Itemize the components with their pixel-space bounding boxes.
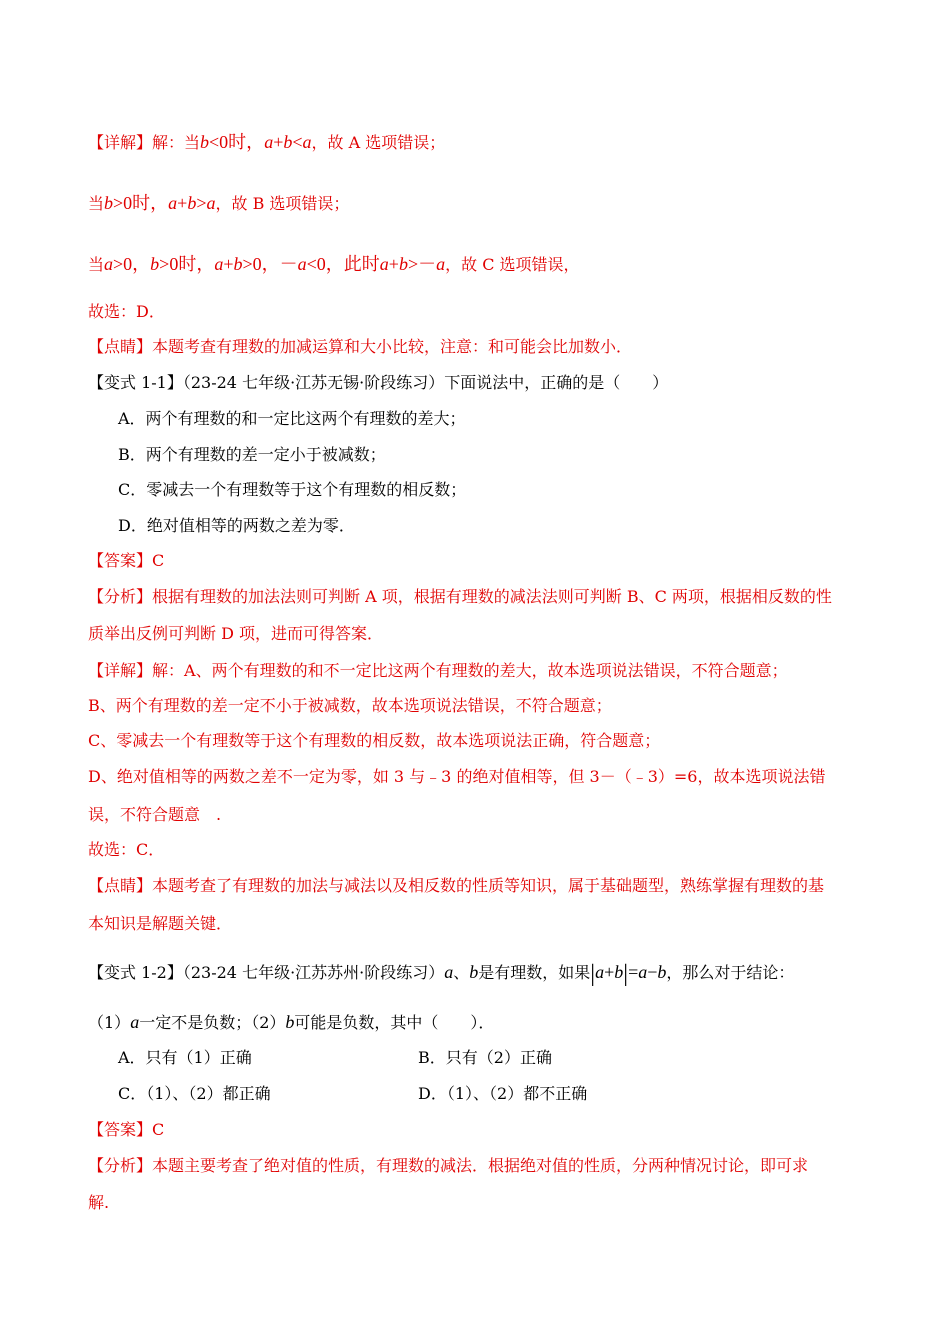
- detail-1-1-line-4: D、绝对值相等的两数之差不一定为零，如 3 与﹣3 的绝对值相等，但 3－（﹣3）=6，故本选项说法错: [88, 767, 826, 786]
- detail-line-1: 【详解】解：当b<0时，a+b<a，故 A 选项错误；: [88, 132, 446, 152]
- detail-1-1-line-1: 【详解】解：A、两个有理数的和不一定比这两个有理数的差大，故本选项说法错误，不符合题意；: [88, 661, 788, 680]
- detail-tag: 【详解】: [88, 133, 153, 152]
- option-d-1-2: D．（1）、（2）都不正确: [418, 1084, 588, 1103]
- comment-tag: 【点睛】: [88, 337, 153, 356]
- analysis-1-2-line-2: 解.: [88, 1193, 110, 1212]
- detail-tag: 【详解】: [88, 661, 153, 680]
- comment-line: 【点睛】本题考查有理数的加减运算和大小比较，注意：和可能会比加数小．: [88, 337, 633, 356]
- option-c-1-2: C．（1）、（2）都正确: [118, 1084, 271, 1103]
- answer-tag: 【答案】: [88, 1120, 153, 1139]
- detail-1-1-line-3: C、零减去一个有理数等于这个有理数的相反数，故本选项说法正确，符合题意；: [88, 731, 661, 750]
- question-source: （23-24 七年级·江苏无锡·阶段练习）: [182, 373, 445, 392]
- comment-1-1-line-2: 本知识是解题关键．: [88, 914, 233, 933]
- answer-value: C: [152, 1120, 165, 1139]
- question-tag: 【变式 1-1】: [88, 373, 183, 392]
- analysis-line-2: 质举出反例可判断 D 项，进而可得答案．: [88, 624, 384, 643]
- answer-line: [88, 551, 164, 571]
- analysis-line-1: 【分析】根据有理数的加法法则可判断 A 项，根据有理数的减法法则可判断 B、C 两项，根据相反数的性: [88, 587, 832, 606]
- option-c: C．零减去一个有理数等于这个有理数的相反数；: [118, 480, 467, 499]
- detail-line-3: 当a>0，b>0时，a+b>0，－a<0，此时a+b>－a，故 C 选项错误，: [88, 254, 580, 274]
- question-1-1-stem: 【变式 1-1】（23-24 七年级·江苏无锡·阶段练习）下面说法中，正确的是（ ）: [88, 373, 669, 392]
- analysis-tag: 【分析】: [88, 1156, 153, 1175]
- option-a: A．两个有理数的和一定比这两个有理数的差大；: [118, 409, 466, 428]
- detail-1-1-line-2: B、两个有理数的差一定不小于被减数，故本选项说法错误，不符合题意；: [88, 696, 612, 715]
- answer-line-1-2: [88, 1120, 164, 1140]
- question-1-2-stem: 【变式 1-2】（23-24 七年级·江苏苏州·阶段练习）a、b是有理数，如果|a+b|=a−b，那么对于结论：: [88, 961, 795, 987]
- comment-1-1-line-1: 【点睛】本题考查了有理数的加法与减法以及相反数的性质等知识，属于基础题型，熟练掌握有理数的基: [88, 876, 825, 895]
- answer-tag: 【答案】: [88, 551, 153, 570]
- abs-bar-right: |: [623, 961, 629, 987]
- question-1-2-line-2: （1）a一定不是负数；（2）b可能是负数，其中（ ）．: [88, 1012, 495, 1032]
- option-b-1-2: B．只有（2）正确: [418, 1048, 552, 1067]
- choose-line: 故选：D．: [88, 302, 165, 321]
- analysis-1-2-line-1: 【分析】本题主要考查了绝对值的性质，有理数的减法．根据绝对值的性质，分两种情况讨论，即可求: [88, 1156, 809, 1175]
- detail-1-1-line-5: 误，不符合题意 .: [88, 805, 222, 824]
- choose-line-1-1: 故选：C．: [88, 840, 165, 859]
- detail-line-2: 当b>0时，a+b>a，故 B 选项错误；: [88, 193, 350, 213]
- option-d: D．绝对值相等的两数之差为零．: [118, 516, 355, 535]
- option-a-1-2: A．只有（1）正确: [118, 1048, 252, 1067]
- question-source: （23-24 七年级·江苏苏州·阶段练习）: [182, 963, 445, 982]
- analysis-tag: 【分析】: [88, 587, 153, 606]
- abs-bar-left: |: [590, 961, 596, 987]
- question-tag: 【变式 1-2】: [88, 963, 183, 982]
- comment-tag: 【点睛】: [88, 876, 153, 895]
- option-b: B．两个有理数的差一定小于被减数；: [118, 445, 386, 464]
- answer-value: C: [152, 551, 165, 570]
